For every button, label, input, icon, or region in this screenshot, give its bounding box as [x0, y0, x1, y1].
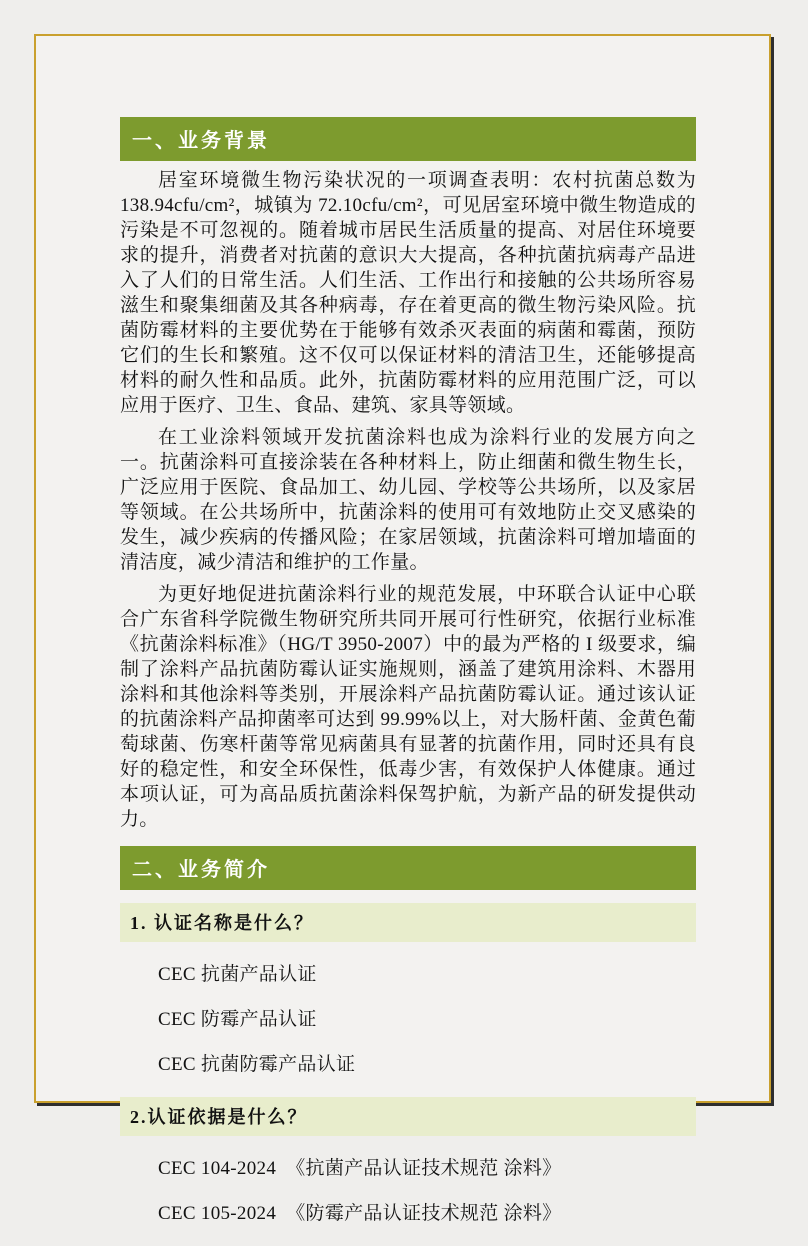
certification-name-item: CEC 抗菌防霉产品认证 — [158, 1054, 356, 1075]
certification-name-item: CEC 抗菌产品认证 — [158, 964, 317, 985]
section-1-paragraph-1: 居室环境微生物污染状况的一项调查表明：农村抗菌总数为 138.94cfu/cm²，城镇为 72.10cfu/cm²，可见居室环境中微生物造成的污染是不可忽视的。随着城市居民生活质量的提高、对居住环境要求的提升，消费者对抗菌的意识大大提高，各种抗菌抗病毒产品进入了人们的日常生活。人们生活、工作出行和接触的公共场所容易滋生和聚集细菌及其各种病毒，存在着更高的微生物污染风险。抗菌防霉材料的主要优势在于能够有效杀灭表面的病菌和霉菌，预防它们的生长和繁殖。这不仅可以保证材料的清洁卫生，还能够提高材料的耐久性和品质。此外，抗菌防霉材料的应用范围广泛，可以应用于医疗、卫生、食品、建筑、家具等领域。 — [120, 170, 696, 416]
section-1-paragraph-3: 为更好地促进抗菌涂料行业的规范发展，中环联合认证中心联合广东省科学院微生物研究所共同开展可行性研究，依据行业标准《抗菌涂料标准》（HG/T 3950-2007）中的最为严格的 I 级要求，编制了涂料产品抗菌防霉认证实施规则，涵盖了建筑用涂料、木器用涂料和其他涂料等类别，开展涂料产品抗菌防霉认证。通过该认证的抗菌涂料产品抑菌率可达到 99.99%以上，对大肠杆菌、金黄色葡萄球菌、伤寒杆菌等常见病菌具有显著的抗菌作用，同时还具有良好的稳定性，和安全环保性，低毒少害，有效保护人体健康。通过本项认证，可为高品质抗菌涂料保驾护航，为新产品的研发提供动力。 — [120, 584, 696, 830]
certification-basis-item: CEC 104-2024 《抗菌产品认证技术规范 涂料》 — [158, 1158, 562, 1179]
document-page — [34, 34, 771, 1224]
certification-basis-item: CEC 105-2024 《防霉产品认证技术规范 涂料》 — [158, 1203, 562, 1224]
page-content — [120, 117, 696, 1246]
section-2-header: 二、业务简介 — [120, 846, 696, 890]
certification-name-item: CEC 防霉产品认证 — [158, 1009, 317, 1030]
question-1-header: 1. 认证名称是什么？ — [120, 903, 696, 942]
section-1-paragraph-2: 在工业涂料领域开发抗菌涂料也成为涂料行业的发展方向之一。抗菌涂料可直接涂装在各种材料上，防止细菌和微生物生长，广泛应用于医院、食品加工、幼儿园、学校等公共场所，以及家居等领域。在公共场所中，抗菌涂料的使用可有效地防止交叉感染的发生，减少疾病的传播风险；在家居领域，抗菌涂料可增加墙面的清洁度，减少清洁和维护的工作量。 — [120, 427, 696, 573]
question-2-header: 2.认证依据是什么？ — [120, 1097, 696, 1136]
section-1-header: 一、业务背景 — [120, 117, 696, 161]
